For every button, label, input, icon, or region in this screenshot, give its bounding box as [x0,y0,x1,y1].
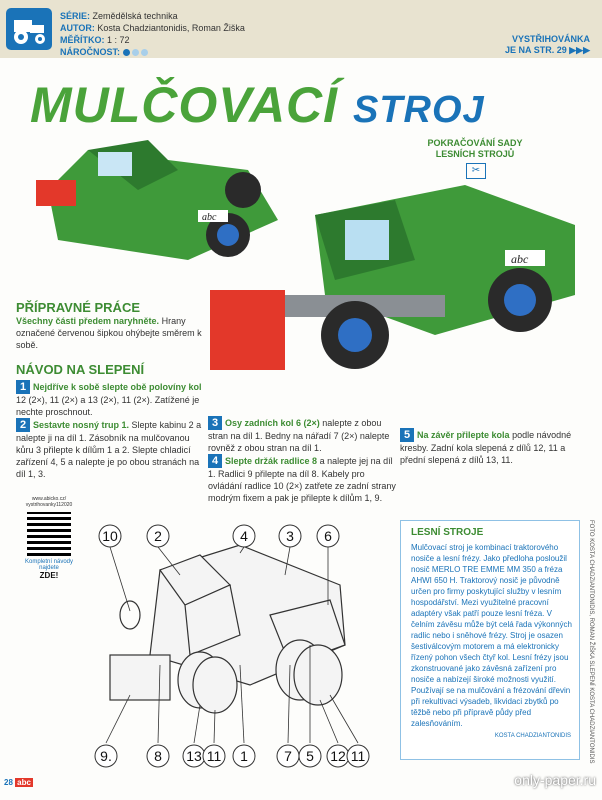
prep-heading: PŘÍPRAVNÉ PRÁCE [16,300,141,315]
diagram-top-label-5: 6 [324,528,332,544]
info-box-title: LESNÍ STROJE [411,527,484,538]
step-5: 5 Na závěr přilepte kola podle návodné kresby. Zadní kola slepená z dílů 12, 11 a přední slepená z dílů 13, 11. [400,429,572,465]
info-box-author: KOSTA CHADZIANTONIDIS [494,733,571,739]
guide-col1 [16,380,204,480]
step-3: 3 Osy zadních kol 6 (2×) nalepte z obou stran na díl 1. Bedny na nářadí 7 (2×) nalepte rovněž z obou stran na díl 1. [208,417,390,453]
difficulty-dot-2 [132,49,139,56]
step-1: 1 Nejdříve k sobě slepte obě polovíny kol 12 (2×), 11 (2×) a 13 (2×), 11 (2×). Zatížené je nechte proschnout. [16,381,202,417]
diagram-bottom-label-5: 1 [240,748,248,764]
series-label: SÉRIE: [60,11,91,21]
model-text-large: abc [511,252,529,266]
qr-block[interactable] [14,496,84,600]
difficulty-label: NÁROČNOST: [60,47,120,57]
series-box-line1: POKRAČOVÁNÍ SADY [427,138,523,148]
info-box-body: Mulčovací stroj je kombinací traktorového nosiče a lesní frézy. Jako předloha posloužil nosič MERLO TRE EMME MM 350 a fréza AHWI 650 H. Traktorový nosič je původně určen pro firmy poskytující služby v lesním hospodářství. Mezi využitelné pracovní adaptéry však patří pouze lesní fréza. V čelním závěsu může být celá řada výkonných radlic nebo i sněhové frézy. Stroj je osazen šestiválcovým motorem a má elektronicky řízený pohon všech čtyř kol. Lesní frézy jsou zkonstruované jako závěsná zařízení pro nosiče a nabízejí široké možnosti využití. Používají se na mulčování a frézování dřevin při rekultivaci výsadeb, likvidaci zbytků po těžbě nebo při přípravě půdy před zalesňováním. [411,543,572,728]
step-4: 4 Slepte držák radlice 8 a nalepte jej na díl 1. Radlici 9 přilepte na díl 8. Kabely pro ovládání radlice 10 (2×) zatřete ze zadní strany modrým fixem a pak je přilepte k dílům 1, 9. [208,455,396,503]
diagram-top-label-4: 3 [286,528,294,544]
info-box [400,520,580,760]
difficulty-dot-1 [123,49,130,56]
diagram-bottom-label-2: 8 [154,748,162,764]
qr-url1: www.abicko.cz/ [31,496,67,502]
diagram-bottom-label-3: 13 [186,748,202,764]
prep-lead: Všechny části předem naryhněte. [16,316,160,326]
qr-line5: ZDE! [39,571,59,580]
watermark: only-paper.ru [514,772,596,788]
series-box [410,138,540,160]
diagram-bottom-label-4: 11 [206,748,222,764]
cutout-line1: VYSTŘIHOVÁNKA [511,34,590,44]
author-label: AUTOR: [60,23,95,33]
qr-line3: Kompletní návody [24,559,74,565]
cutout-line2: JE NA STR. 29 ▶▶▶ [505,45,590,55]
prep-body: Hrany označené červenou šipkou ohýbejte směrem k sobě. [16,316,202,350]
guide-heading: NÁVOD NA SLEPENÍ [16,362,145,377]
guide-col2 [208,416,398,504]
footer [0,774,602,800]
series-value: Zemědělská technika [92,11,178,21]
title-second: STROJ [352,89,485,131]
cutout-reference [505,34,590,56]
author-value: Kosta Chadziantonidis, Roman Žiška [97,23,245,33]
brand-logo: abc [17,778,31,787]
scale-label: MĚŘÍTKO: [60,35,105,45]
prep-section [16,300,206,351]
diagram-bottom-label-9: 11 [350,748,366,764]
model-text-small: abc [202,212,217,223]
diagram-bottom-label-1: 9. [100,748,112,764]
qr-url2: vystrihovanky112020 [25,502,73,508]
page-number: 28 [4,778,13,787]
tractor-logo-icon [6,8,52,50]
diagram-bottom-label-8: 12 [330,748,346,764]
title-main: MULČOVACÍ [30,77,339,133]
page-title [30,76,485,134]
photo-credits: FOTO KOSTA CHADZIANTONIDIS, ROMAN ŽIŠKA SLEPENÍ KOSTA CHADZIANTONIDIS [588,520,594,764]
diagram-top-label-2: 2 [154,528,162,544]
model-photo-large [205,185,600,385]
guide-col3 [400,428,590,466]
assembly-diagram [90,515,400,777]
difficulty-dots [123,47,150,59]
diagram-top-label-1: 10 [102,528,118,544]
diagram-bottom-label-6: 7 [284,748,292,764]
series-box-line2: LESNÍCH STROJŮ [435,149,515,159]
scale-value: 1 : 72 [107,35,130,45]
diagram-top-label-3: 4 [240,528,248,544]
qr-code-icon [27,512,71,556]
step-2: 2 Sestavte nosný trup 1. Slepte kabinu 2 a nalepte ji na díl 1. Zásobník na mulčovanou kůru 3 přilepte k dílům 1 a 2. Slepte chladicí zařízení 4, 5 a nalepte je po obou stranách na díl 1, 3. [16,419,202,479]
page-footer [4,778,33,787]
diagram-bottom-label-7: 5 [306,748,314,764]
difficulty-dot-3 [141,49,148,56]
qr-line4: najdete [39,565,59,571]
scissors-icon: ✂ [466,163,486,179]
article-meta [60,10,245,59]
